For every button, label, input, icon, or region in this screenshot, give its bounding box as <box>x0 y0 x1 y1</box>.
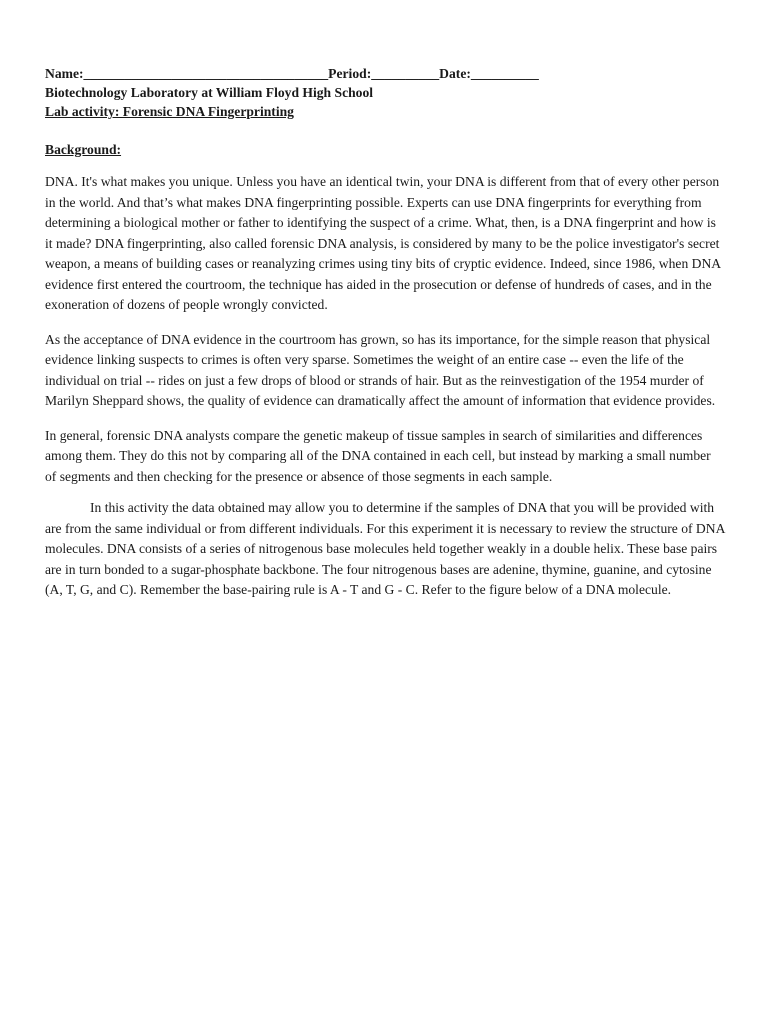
name-period-date-line: Name:____________________________________Period:__________Date:__________ <box>45 66 539 81</box>
school-title: Biotechnology Laboratory at William Floyd High School <box>45 85 374 100</box>
activity-title: Lab activity: Forensic DNA Fingerprinting <box>45 104 294 119</box>
background-paragraph-4: In this activity the data obtained may allow you to determine if the samples of DNA that you will be provided with are from the same individual or from different individuals. For this experiment it is necessary to review the structure of DNA molecules. DNA consists of a series of nitrogenous base molecules held together weakly in a double helix. These base pairs are in turn bonded to a sugar-phosphate backbone. The four nitrogenous bases are adenine, thymine, guanine, and cytosine (A, T, G, and C). Remember the base-pairing rule is A - T and G - C. Refer to the figure below of a DNA molecule. <box>45 500 725 597</box>
background-heading: Background: <box>45 142 122 157</box>
document-page <box>45 64 725 601</box>
background-paragraph-3: In general, forensic DNA analysts compare the genetic makeup of tissue samples in search of similarities and differences among them. They do this not by comparing all of the DNA contained in each cell, but instead by marking a small number of segments and then checking for the presence or absence of those segments in each sample. <box>45 427 711 484</box>
background-paragraph-2: As the acceptance of DNA evidence in the courtroom has grown, so has its importance, for the simple reason that physical evidence linking suspects to crimes is often very sparse. Sometimes the weight of an entire case -- even the life of the individual on trial -- rides on just a few drops of blood or strands of hair. But as the reinvestigation of the 1954 murder of Marilyn Sheppard shows, the quality of evidence can dramatically affect the amount of information that evidence provides. <box>45 331 716 408</box>
background-paragraph-1: DNA. It's what makes you unique. Unless you have an identical twin, your DNA is different from that of every other person in the world. And that’s what makes DNA fingerprinting possible. Experts can use DNA fingerprints for everything from determining a biological mother or father to identifying the suspect of a crime. What, then, is a DNA fingerprint and how is it made? DNA fingerprinting, also called forensic DNA analysis, is considered by many to be the police investigator's secret weapon, a means of building cases or reanalyzing crimes using tiny bits of cryptic evidence. Indeed, since 1986, when DNA evidence first entered the courtroom, the technique has aided in the prosecution or defense of hundreds of cases, and in the exoneration of dozens of people wrongly convicted. <box>45 174 721 312</box>
